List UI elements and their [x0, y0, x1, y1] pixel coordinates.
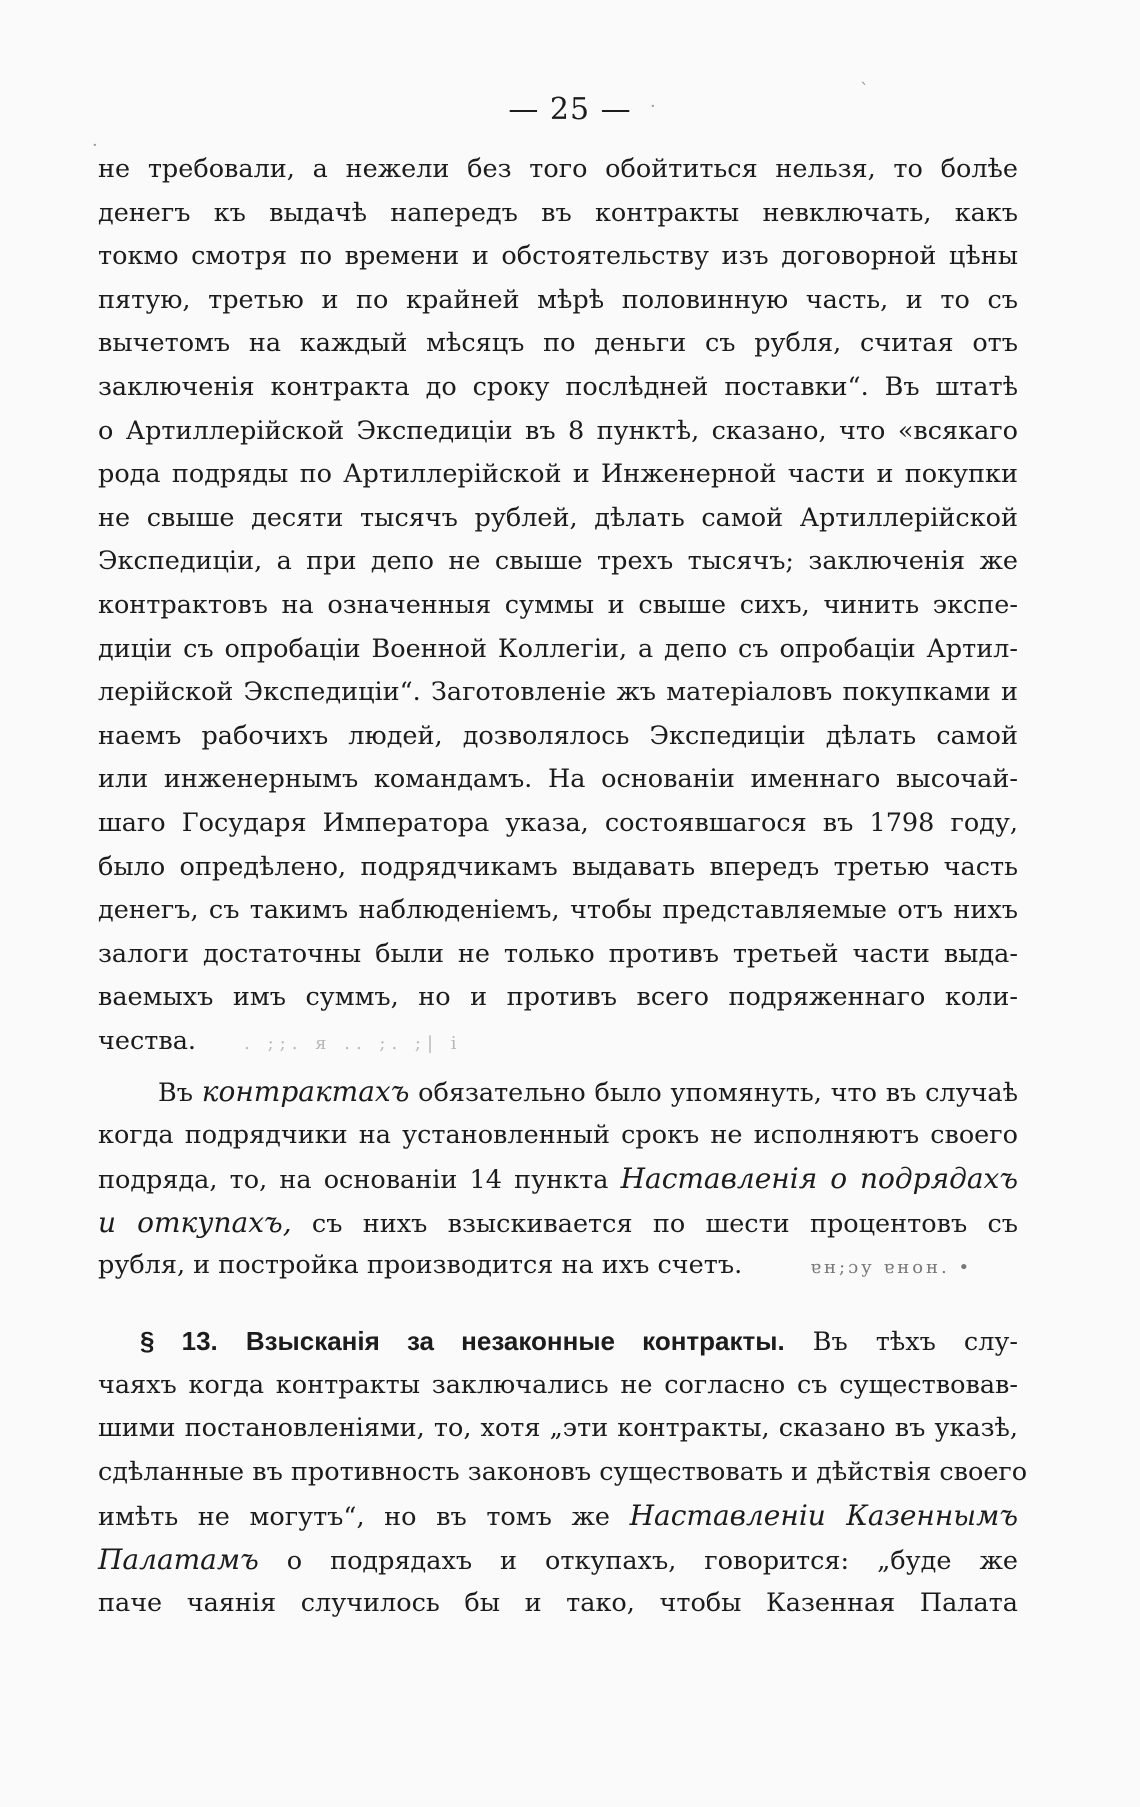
italic-term: и откупахъ, — [98, 1205, 292, 1239]
text-line: денегъ, съ такимъ наблюденіемъ, чтобы представляемые отъ нихъ — [98, 895, 1018, 926]
text-line — [98, 1201, 1018, 1245]
text-line: паче чаянія случилось бы и тако, чтобы Казенная Палата — [98, 1587, 1018, 1618]
text-line: пятую, третью и по крайней мѣрѣ половинную часть, и то съ — [98, 284, 1018, 315]
section-number: § 13. — [140, 1326, 218, 1356]
text-line: шаго Государя Императора указа, состоявшагося въ 1798 году, — [98, 807, 1018, 838]
text-line — [98, 1020, 1018, 1064]
text-line: вычетомъ на каждый мѣсяцъ по деньги съ рубля, считая отъ — [98, 328, 1018, 359]
section-13 — [98, 1320, 1028, 1625]
italic-term: Наставленія о подрядахъ — [620, 1162, 1019, 1196]
scan-speck: · — [650, 96, 656, 117]
text-fragment: имѣть не могутъ“, но въ томъ же — [98, 1502, 611, 1533]
section-heading-line — [98, 1320, 1018, 1364]
text-fragment: о подрядахъ и откупахъ, говорится: „буде же — [286, 1545, 1018, 1576]
text-line: или инженернымъ командамъ. На основаніи именнаго высочай- — [98, 764, 1018, 795]
text-line: когда подрядчики на установленный срокъ не исполняютъ своего — [98, 1119, 1018, 1150]
text-line — [98, 1494, 1018, 1538]
text-fragment: обязательно было упомянуть, что въ случаѣ — [418, 1078, 1019, 1108]
text-line: Экспедиціи, а при депо не свыше трехъ тысячъ; заключенія же — [98, 546, 1018, 577]
text-line: диціи съ опробаціи Военной Коллегіи, а депо съ опробаціи Артил- — [98, 633, 1018, 664]
italic-term: контрактахъ — [201, 1075, 410, 1108]
text-line: было опредѣлено, подрядчикамъ выдавать впередъ третью часть — [98, 851, 1018, 882]
text-line-content: чества. — [98, 1025, 197, 1056]
scan-speck: ˋ — [860, 80, 869, 101]
text-line: о Артиллерійской Экспедиціи въ 8 пунктѣ, сказано, что «всякаго — [98, 415, 1018, 446]
text-line: наемъ рабочихъ людей, дозволялось Экспедиціи дѣлать самой — [98, 720, 1018, 751]
text-fragment: Въ — [158, 1078, 193, 1108]
text-line: залоги достаточны были не только противъ третьей части выда- — [98, 938, 1018, 969]
text-line: денегъ къ выдачѣ напередъ въ контракты невключать, какъ — [98, 197, 1018, 228]
text-line: токмо смотря по времени и обстоятельству изъ договорной цѣны — [98, 241, 1018, 272]
italic-term: Палатамъ — [98, 1542, 259, 1576]
page-number: — 25 — — [508, 92, 632, 127]
text-line: заключенія контракта до сроку послѣдней поставки“. Въ штатѣ — [98, 371, 1018, 402]
paragraph-1 — [98, 148, 1018, 1063]
text-line: рода подряды по Артиллерійской и Инженерной части и покупки — [98, 459, 1018, 490]
text-line — [98, 1157, 1018, 1201]
text-fragment: подряда, то, на основаніи 14 пункта — [98, 1165, 609, 1196]
bleed-through-artifact: . ;;. я .. ;. ;| і — [244, 1032, 463, 1054]
mirror-bleed-artifact: ɐʜ;ɔу ɐнон. • — [810, 1257, 973, 1279]
section-title: Взысканія за незаконные контракты. — [245, 1326, 785, 1356]
text-fragment: рубля, и постройка производится на ихъ счетъ. — [98, 1250, 743, 1281]
text-line: чаяхъ когда контракты заключались не согласно съ существовав- — [98, 1369, 1018, 1400]
scan-speck: · — [92, 135, 98, 156]
text-line: лерійской Экспедиціи“. Заготовленіе жъ матеріаловъ покупками и — [98, 677, 1018, 708]
text-line — [98, 1538, 1018, 1582]
text-line: не свыше десяти тысячъ рублей, дѣлать самой Артиллерійской — [98, 502, 1018, 533]
text-line — [98, 1244, 1018, 1288]
italic-term: Наставленіи Казеннымъ — [629, 1499, 1018, 1533]
text-fragment: Въ тѣхъ слу- — [812, 1327, 1019, 1357]
text-line: шими постановленіями, то, хотя „эти контракты, сказано въ указѣ, — [98, 1413, 1018, 1444]
text-line: не требовали, а нежели без того обойтиться нельзя, то болѣе — [98, 154, 1018, 184]
paragraph-2 — [98, 1070, 1018, 1288]
text-fragment: съ нихъ взыскивается по шести процентовъ съ — [311, 1208, 1018, 1239]
text-line: контрактовъ на означенныя суммы и свыше сихъ, чинить экспе- — [98, 589, 1018, 620]
text-line: сдѣланные въ противность законовъ существовать и дѣйствія своего — [98, 1456, 1028, 1487]
text-line — [98, 1070, 1018, 1114]
text-line: ваемыхъ имъ суммъ, но и противъ всего подряженнаго коли- — [98, 982, 1018, 1013]
